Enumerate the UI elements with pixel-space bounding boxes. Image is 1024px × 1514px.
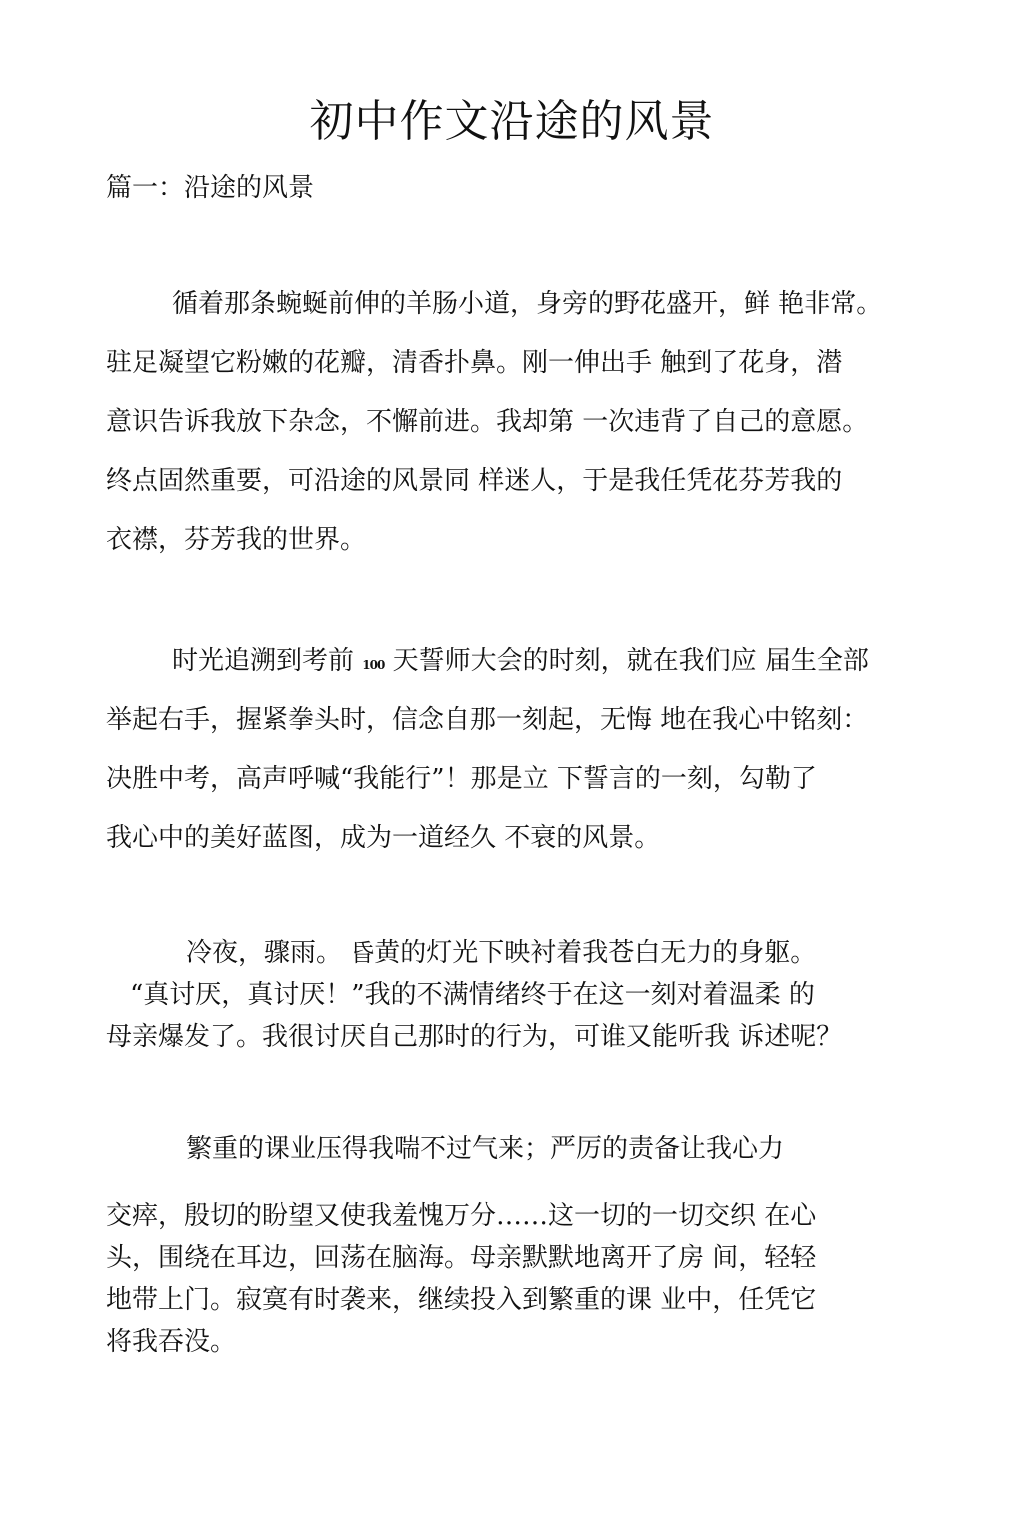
paragraph-line: “真讨厌，真讨厌！”我的不满情绪终于在这一刻对着温柔 的: [130, 980, 815, 1010]
day-count: 100: [362, 658, 385, 672]
paragraph-line: 交瘁，殷切的盼望又使我羞愧万分……这一切的一切交织 在心: [106, 1201, 817, 1231]
paragraph-line: 母亲爆发了。我很讨厌自己那时的行为，可谁又能听我 诉述呢？: [106, 1022, 843, 1052]
paragraph-line: 衣襟，芬芳我的世界。: [106, 525, 367, 555]
paragraph-text: 时光追溯到考前: [172, 646, 363, 676]
garbled-glyph: 昏: [350, 939, 375, 967]
paragraph-line: [106, 932, 936, 974]
paragraph-line: 举起右手，握紧拳头时，信念自那一刻起，无悔 地在我心中铭刻：: [106, 705, 869, 735]
paragraph-line: 繁重的课业压得我喘不过气来；严厉的责备让我心力: [186, 1134, 785, 1164]
paragraph-line: 驻足凝望它粉嫩的花瓣，清香扑鼻。刚一伸出手 触到了花身，潜: [106, 348, 843, 378]
paragraph-4: [106, 1195, 936, 1363]
paragraph-line: 头，围绕在耳边，回荡在脑海。母亲默默地离开了房 间，轻轻: [106, 1243, 817, 1273]
document-title: 初中作文沿途的风景: [309, 96, 715, 147]
paragraph-line: 地带上门。寂寞有时袭来，继续投入到繁重的课 业中，任凭它: [106, 1285, 817, 1315]
paragraph-line: 我心中的美好蓝图，成为一道经久 不衰的风景。: [106, 823, 661, 853]
paragraph-line: 意识告诉我放下杂念，不懈前进。我却第 一次违背了自己的意愿。: [106, 407, 869, 437]
paragraph-line: [106, 632, 936, 691]
paragraph-3: [106, 932, 936, 1058]
paragraph-2: [106, 632, 936, 868]
paragraph-line: 循着那条蜿蜒前伸的羊肠小道，身旁的野花盛开，鲜 艳非常。: [172, 289, 883, 319]
paragraph-text: 冷夜，骤雨。: [186, 938, 351, 968]
paragraph-1: [106, 275, 936, 570]
paragraph-line: 决胜中考，高声呼喊“我能行”！那是立 下誓言的一刻，勾勒了: [106, 764, 817, 794]
paragraph-line: 将我吞没。: [106, 1327, 237, 1357]
paragraph-text: 黄的灯光下映衬着我苍白无力的身躯。: [374, 938, 817, 968]
paragraph-line: 终点固然重要，可沿途的风景同 样迷人，于是我任凭花芬芳我的: [106, 466, 843, 496]
paragraph-4-opening: [106, 1128, 936, 1170]
section-heading: 篇一：沿途的风景: [106, 173, 315, 203]
paragraph-text: 天誓师大会的时刻，就在我们应 届生全部: [384, 646, 869, 676]
